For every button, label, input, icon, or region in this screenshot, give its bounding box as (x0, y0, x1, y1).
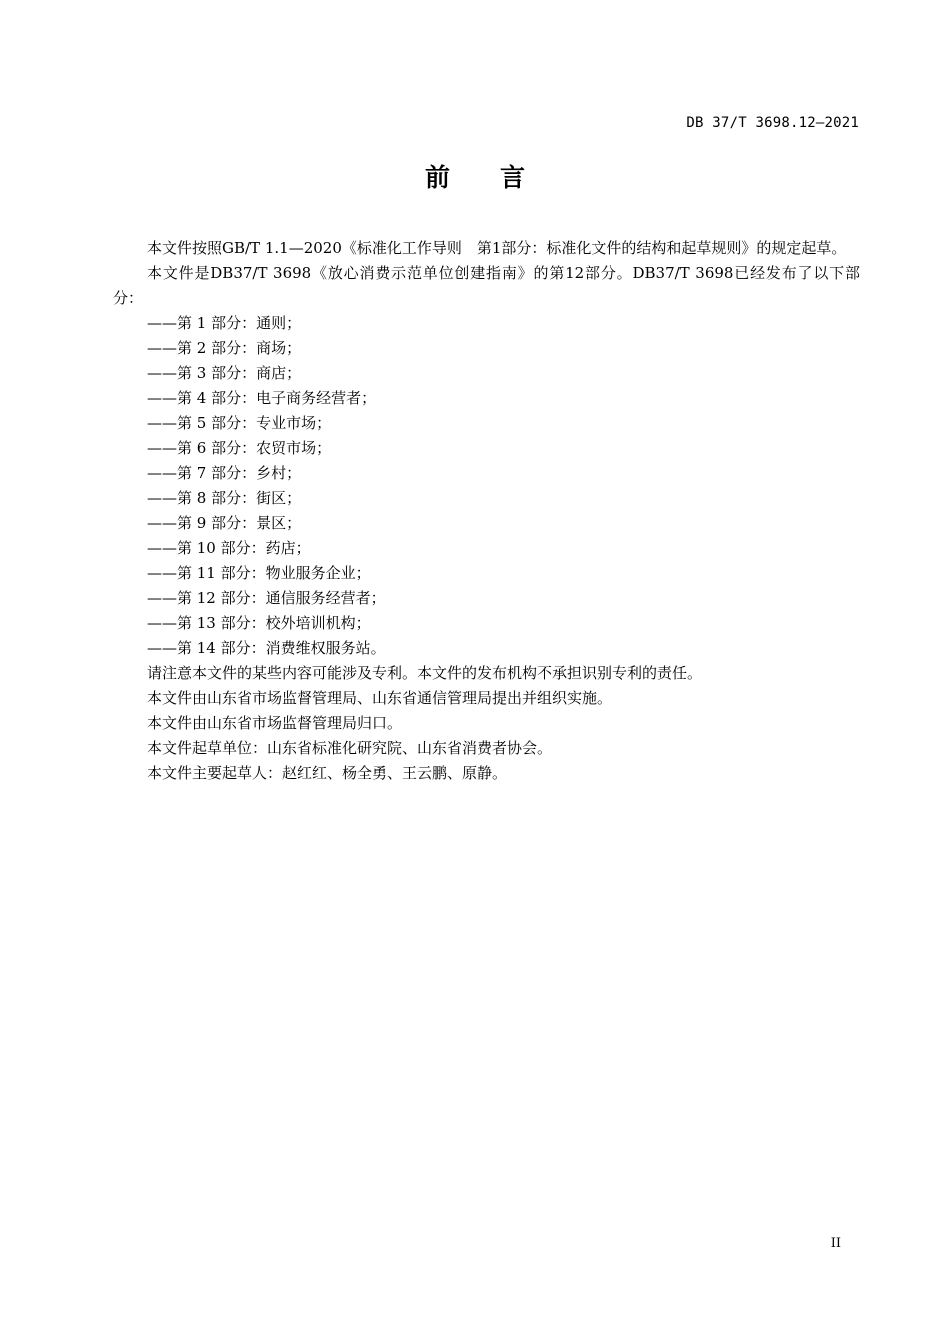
list-item: ——第 12 部分：通信服务经营者； (147, 589, 386, 607)
paragraph-drafting-units: 本文件起草单位：山东省标准化研究院、山东省消费者协会。 (147, 739, 553, 757)
list-item: ——第 14 部分：消费维权服务站。 (147, 639, 386, 657)
page-title (0, 158, 950, 194)
list-item: ——第 10 部分：药店； (147, 539, 311, 557)
paragraph-proposer: 本文件由山东省市场监督管理局、山东省通信管理局提出并组织实施。 (147, 689, 613, 707)
paragraph-series-intro: 本文件是DB37/T 3698《放心消费示范单位创建指南》的第12部分。DB37/T 3698已经发布了以下部分： (113, 264, 860, 307)
title-char-2: 言 (500, 163, 526, 192)
list-item: ——第 9 部分：景区； (147, 514, 302, 532)
parts-list (113, 311, 860, 661)
list-item: ——第 7 部分：乡村； (147, 464, 302, 482)
document-code: DB 37/T 3698.12—2021 (686, 115, 859, 131)
list-item: ——第 2 部分：商场； (147, 339, 302, 357)
list-item: ——第 8 部分：街区； (147, 489, 302, 507)
list-item: ——第 3 部分：商店； (147, 364, 302, 382)
paragraph-drafting-rules: 本文件按照GB/T 1.1—2020《标准化工作导则 第1部分：标准化文件的结构和起草规则》的规定起草。 (147, 239, 847, 257)
page-number: II (830, 1236, 841, 1251)
list-item: ——第 4 部分：电子商务经营者； (147, 389, 377, 407)
list-item: ——第 11 部分：物业服务企业； (147, 564, 371, 582)
foreword-body (113, 236, 860, 786)
title-char-1: 前 (424, 163, 450, 192)
paragraph-drafters: 本文件主要起草人：赵红红、杨全勇、王云鹏、原静。 (147, 764, 508, 782)
list-item: ——第 13 部分：校外培训机构； (147, 614, 371, 632)
list-item: ——第 1 部分：通则； (147, 314, 302, 332)
paragraph-patent-notice: 请注意本文件的某些内容可能涉及专利。本文件的发布机构不承担识别专利的责任。 (147, 664, 703, 682)
list-item: ——第 6 部分：农贸市场； (147, 439, 332, 457)
list-item: ——第 5 部分：专业市场； (147, 414, 332, 432)
paragraph-centralized-by: 本文件由山东省市场监督管理局归口。 (147, 714, 403, 732)
